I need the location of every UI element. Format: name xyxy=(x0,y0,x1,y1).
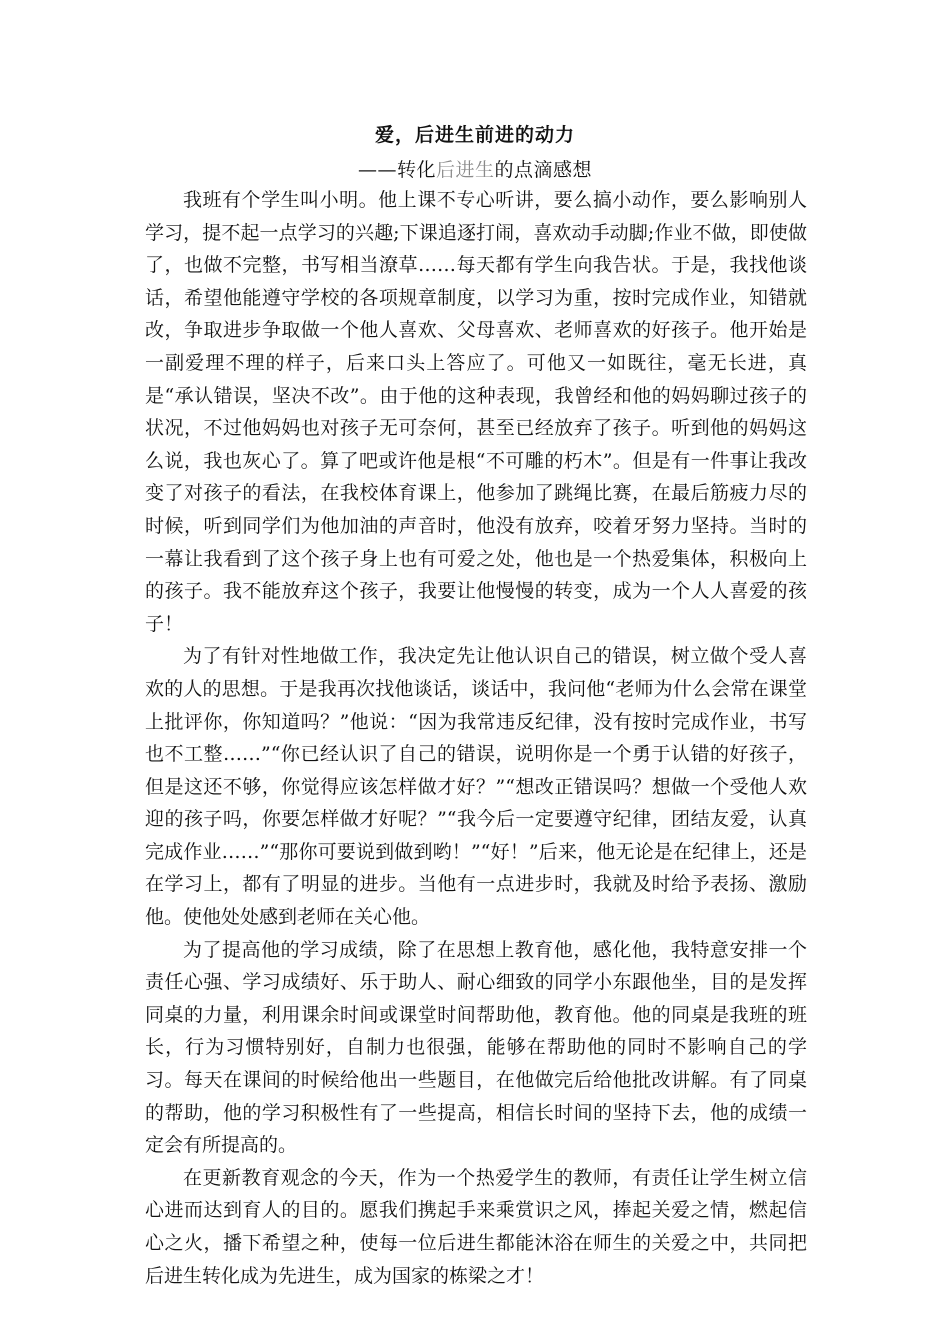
document-body xyxy=(145,184,807,1292)
document-title: 爱，后进生前进的动力 xyxy=(374,124,575,146)
body-paragraph: 我班有个学生叫小明。他上课不专心听讲，要么搞小动作，要么影响别人学习，提不起一点学习的兴趣;下课追逐打闹，喜欢动手动脚;作业不做，即使做了，也做不完整，书写相当潦草……每天都有学生向我告状。于是，我找他谈话，希望他能遵守学校的各项规章制度，以学习为重，按时完成作业，知错就改，争取进步争取做一个他人喜欢、父母喜欢、老师喜欢的好孩子。他开始是一副爱理不理的样子，后来口头上答应了。可他又一如既往，毫无长进，真是“承认错误，坚决不改”。由于他的这种表现，我曾经和他的妈妈聊过孩子的状况，不过他妈妈也对孩子无可奈何，甚至已经放弃了孩子。听到他的妈妈这么说，我也灰心了。算了吧或许他是根“不可雕的朽木”。但是有一件事让我改变了对孩子的看法，在我校体育课上，他参加了跳绳比赛，在最后筋疲力尽的时候，听到同学们为他加油的声音时，他没有放弃，咬着牙努力坚持。当时的一幕让我看到了这个孩子身上也有可爱之处，他也是一个热爱集体，积极向上的孩子。我不能放弃这个孩子，我要让他慢慢的转变，成为一个人人喜爱的孩子！ xyxy=(145,189,807,635)
document-subtitle xyxy=(0,155,950,185)
body-paragraph: 在更新教育观念的今天，作为一个热爱学生的教师，有责任让学生树立信心进而达到育人的目的。愿我们携起手来乘赏识之风，捧起关爱之情，燃起信心之火，播下希望之种，使每一位后进生都能沐浴在师生的关爱之中，共同把后进生转化成为先进生，成为国家的栋梁之才！ xyxy=(145,1166,807,1287)
body-paragraph: 为了提高他的学习成绩，除了在思想上教育他，感化他，我特意安排一个责任心强、学习成绩好、乐于助人、耐心细致的同学小东跟他坐，目的是发挥同桌的力量，利用课余时间或课堂时间帮助他，教育他。他的同桌是我班的班长，行为习惯特别好，自制力也很强，能够在帮助他的同时不影响自己的学习。每天在课间的时候给他出一些题目，在他做完后给他批改讲解。有了同桌的帮助，他的学习积极性有了一些提高，相信长时间的坚持下去，他的成绩一定会有所提高的。 xyxy=(145,938,807,1157)
subtitle-highlight: 后进生 xyxy=(435,159,495,181)
subtitle-suffix: 的点滴感想 xyxy=(494,159,593,181)
body-paragraph: 为了有针对性地做工作，我决定先让他认识自己的错误，树立做个受人喜欢的人的思想。于是我再次找他谈话，谈话中，我问他“老师为什么会常在课堂上批评你，你知道吗？”他说：“因为我常违反纪律，没有按时完成作业，书写也不工整……”“你已经认识了自己的错误，说明你是一个勇于认错的好孩子，但是这还不够，你觉得应该怎样做才好？”“想改正错误吗？想做一个受他人欢迎的孩子吗，你要怎样做才好呢？”“我今后一定要遵守纪律，团结友爱，认真完成作业……”“那你可要说到做到哟！”“好！”后来，他无论是在纪律上，还是在学习上，都有了明显的进步。当他有一点进步时，我就及时给予表扬、激励他。使他处处感到老师在关心他。 xyxy=(145,645,807,929)
subtitle-prefix: ——转化 xyxy=(357,159,436,181)
